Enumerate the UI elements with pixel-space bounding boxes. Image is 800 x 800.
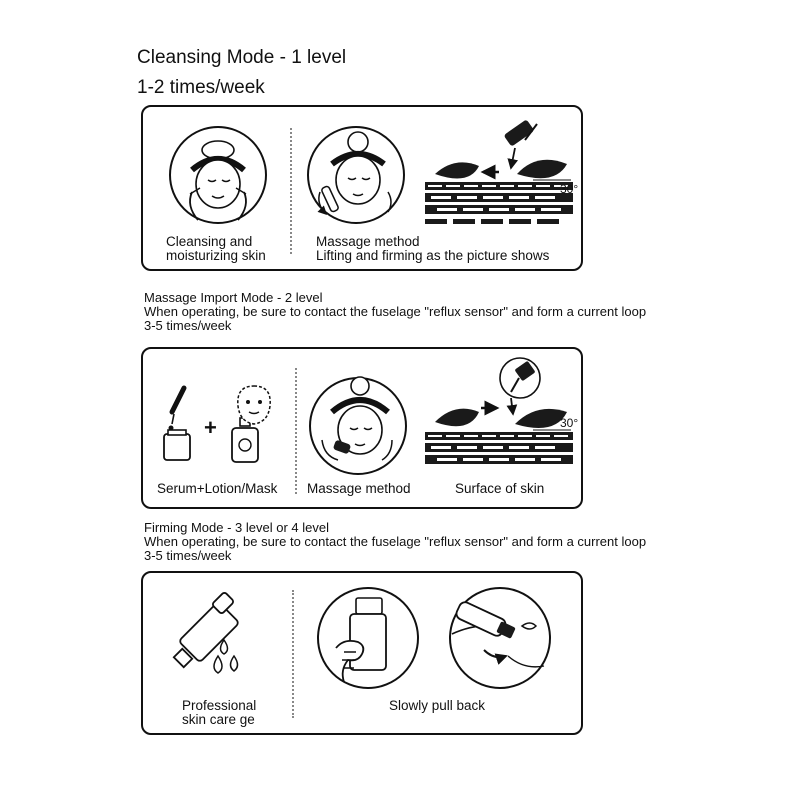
skin-layers-diagram	[425, 354, 573, 476]
panel-divider	[295, 368, 297, 494]
serum-bottle-icon	[160, 384, 200, 464]
hand-device-illustration	[316, 586, 420, 690]
section2-frequency: 3-5 times/week	[144, 318, 232, 333]
angle-label: 30°	[560, 416, 579, 430]
section3-note: When operating, be sure to contact the fuselage "reflux sensor" and form a current loop	[144, 534, 647, 549]
massage-face-illustration	[308, 374, 408, 478]
section2-note: When operating, be sure to contact the fuselage "reflux sensor" and form a current loop	[144, 304, 647, 319]
section3-frequency: 3-5 times/week	[144, 548, 232, 563]
panel-divider	[290, 128, 292, 254]
cleansing-caption-1: Cleansing and	[166, 234, 253, 249]
gel-caption-1: Professional	[182, 698, 257, 713]
face-mask-icon	[234, 384, 274, 424]
lotion-bottle-icon	[230, 418, 260, 464]
section3-title: Firming Mode - 3 level or 4 level	[144, 520, 329, 535]
gel-tube-icon	[172, 590, 252, 684]
face-pull-illustration	[448, 586, 552, 690]
massage-caption-1: Massage method	[316, 234, 420, 249]
gel-caption-2: skin care ge	[182, 712, 255, 727]
products-caption: Serum+Lotion/Mask	[157, 481, 278, 496]
section1-frequency: 1-2 times/week	[137, 77, 265, 98]
massage-caption-2: Lifting and firming as the picture shows	[316, 248, 550, 263]
panel-divider	[292, 590, 294, 718]
surface-caption: Surface of skin	[455, 481, 545, 496]
massage-face-illustration	[306, 122, 406, 228]
plus-icon: +	[204, 415, 217, 440]
angle-label: 30°	[560, 182, 579, 196]
cleansing-caption-2: moisturizing skin	[166, 248, 266, 263]
skin-layers-diagram	[425, 116, 573, 236]
section1-title: Cleansing Mode - 1 level	[137, 47, 347, 68]
face-washing-illustration	[168, 122, 268, 228]
massage-caption: Massage method	[307, 481, 411, 496]
section2-title: Massage Import Mode - 2 level	[144, 290, 323, 305]
pull-caption: Slowly pull back	[389, 698, 486, 713]
